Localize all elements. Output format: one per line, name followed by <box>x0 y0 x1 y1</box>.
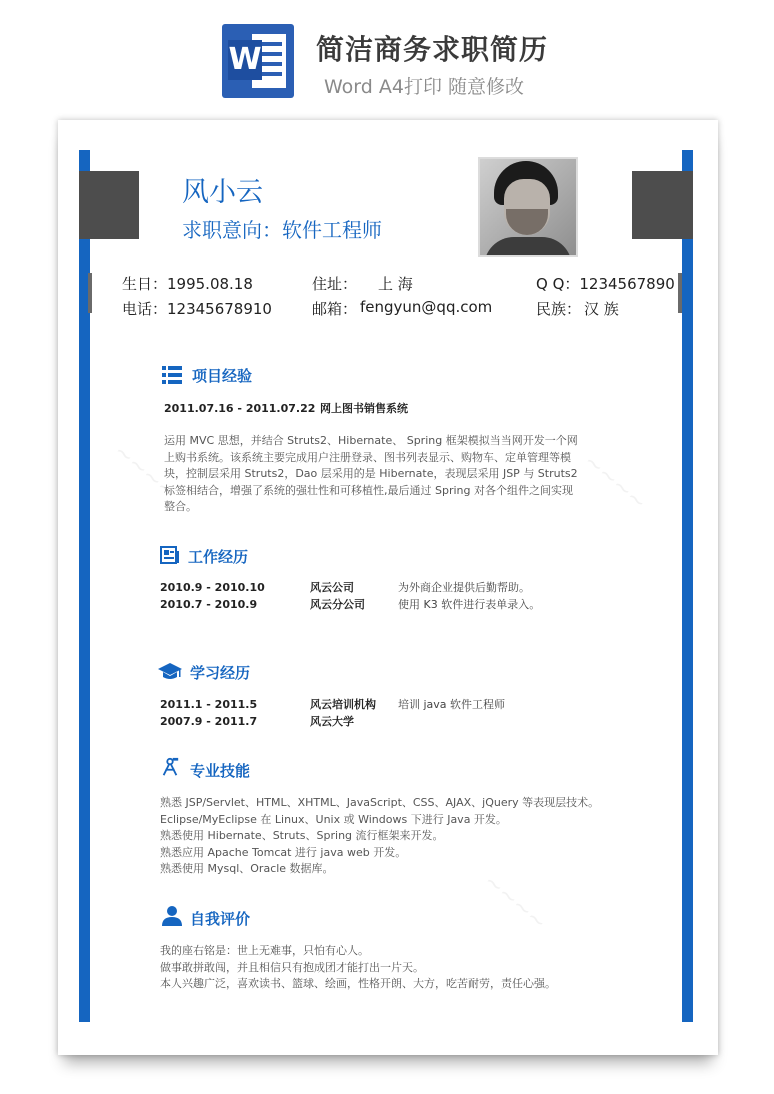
watermark: ~~~~ <box>578 449 652 516</box>
left-info-marker <box>88 273 92 313</box>
project-line: 块，控制层采用 Struts2，Dao 层采用的是 Hibernate，表现层采用 JSP 与 Struts2 <box>164 467 578 480</box>
skill-line: 熟悉使用 Mysql、Oracle 数据库。 <box>160 862 334 875</box>
work-org: 风云公司 <box>310 581 354 594</box>
project-line: 标签相结合，增强了系统的强壮性和可移植性,最后通过 Spring 对各个组件之间实现 <box>164 483 573 497</box>
section-title-education: 学习经历 <box>190 664 251 682</box>
work-period: 2010.7 - 2010.9 <box>160 598 258 611</box>
section-title-projects: 项目经验 <box>192 367 253 385</box>
right-header-block <box>632 171 693 239</box>
ethnicity-value: 汉 族 <box>584 300 619 318</box>
self-line: 做事敢拼敢闯，并且相信只有抱成团才能打出一片天。 <box>160 960 424 974</box>
list-icon <box>162 365 182 385</box>
project-line: 整合。 <box>164 500 197 513</box>
skill-line: Eclipse/MyEclipse 在 Linux、Unix 或 Windows 下进行 Java 开发。 <box>160 812 507 826</box>
section-title-work: 工作经历 <box>188 548 249 566</box>
graduation-cap-icon <box>158 661 182 681</box>
section-title-self-evaluation: 自我评价 <box>190 910 251 928</box>
work-desc: 使用 K3 软件进行表单录入。 <box>398 598 541 611</box>
project-line: 上购书系统。该系统主要完成用户注册登录、图书列表显示、购物车、定单管理等模 <box>164 450 571 464</box>
self-evaluation-text <box>160 943 556 993</box>
profile-photo <box>478 157 578 257</box>
project-name: 网上图书销售系统 <box>320 402 408 415</box>
work-period: 2010.9 - 2010.10 <box>160 581 265 594</box>
email-label: 邮箱： <box>312 300 358 318</box>
person-icon <box>162 906 182 926</box>
project-line: 运用 MVC 思想，并结合 Struts2、Hibernate、 Spring 框架模拟当当网开发一个网 <box>164 434 578 447</box>
work-desc: 为外商企业提供后勤帮助。 <box>398 581 530 594</box>
skill-line: 熟悉 JSP/Servlet、HTML、XHTML、JavaScript、CSS、AJAX、jQuery 等表现层技术。 <box>160 796 600 809</box>
phone-number: 电话：12345678910 <box>122 300 272 318</box>
qq-number: Q Q：1234567890 <box>536 275 675 293</box>
left-header-block <box>79 171 139 239</box>
candidate-name: 风小云 <box>182 177 263 208</box>
work-org: 风云分公司 <box>310 598 365 611</box>
watermark: ~~~~ <box>108 439 182 506</box>
word-letter-icon: W <box>228 40 262 80</box>
edu-period: 2007.9 - 2011.7 <box>160 715 258 728</box>
birth-date: 生日：1995.08.18 <box>122 275 253 293</box>
project-description <box>164 433 578 516</box>
section-title-skills: 专业技能 <box>190 762 251 780</box>
edu-period: 2011.1 - 2011.5 <box>160 698 258 711</box>
newspaper-icon <box>160 545 180 565</box>
watermark: ~~~~ <box>478 869 552 936</box>
skill-line: 熟悉应用 Apache Tomcat 进行 java web 开发。 <box>160 845 407 859</box>
address-value: 上 海 <box>378 275 413 293</box>
skill-line: 熟悉使用 Hibernate、Struts、Spring 流行框架来开发。 <box>160 829 444 842</box>
job-intent: 求职意向：软件工程师 <box>182 218 382 242</box>
skills-list <box>160 795 599 878</box>
email-value: fengyun@qq.com <box>360 298 493 316</box>
self-line: 我的座右铭是：世上无难事，只怕有心人。 <box>160 944 369 957</box>
word-app-icon <box>222 24 294 98</box>
edu-org: 风云培训机构 <box>310 698 376 711</box>
ethnicity-label: 民族： <box>536 300 582 318</box>
right-info-marker <box>678 273 682 313</box>
project-period: 2011.07.16 - 2011.07.22 <box>164 402 316 415</box>
resume-sheet <box>58 120 718 1055</box>
tools-icon <box>160 757 180 777</box>
edu-org: 风云大学 <box>310 715 354 728</box>
edu-desc: 培训 java 软件工程师 <box>398 698 506 711</box>
self-line: 本人兴趣广泛，喜欢读书、篮球、绘画，性格开朗、大方，吃苦耐劳，责任心强。 <box>160 977 556 990</box>
right-accent-bar <box>682 150 693 1022</box>
address-label: 住址： <box>312 275 358 293</box>
banner-subtitle: Word A4打印 随意修改 <box>324 76 525 98</box>
banner-title: 简洁商务求职简历 <box>316 33 549 66</box>
